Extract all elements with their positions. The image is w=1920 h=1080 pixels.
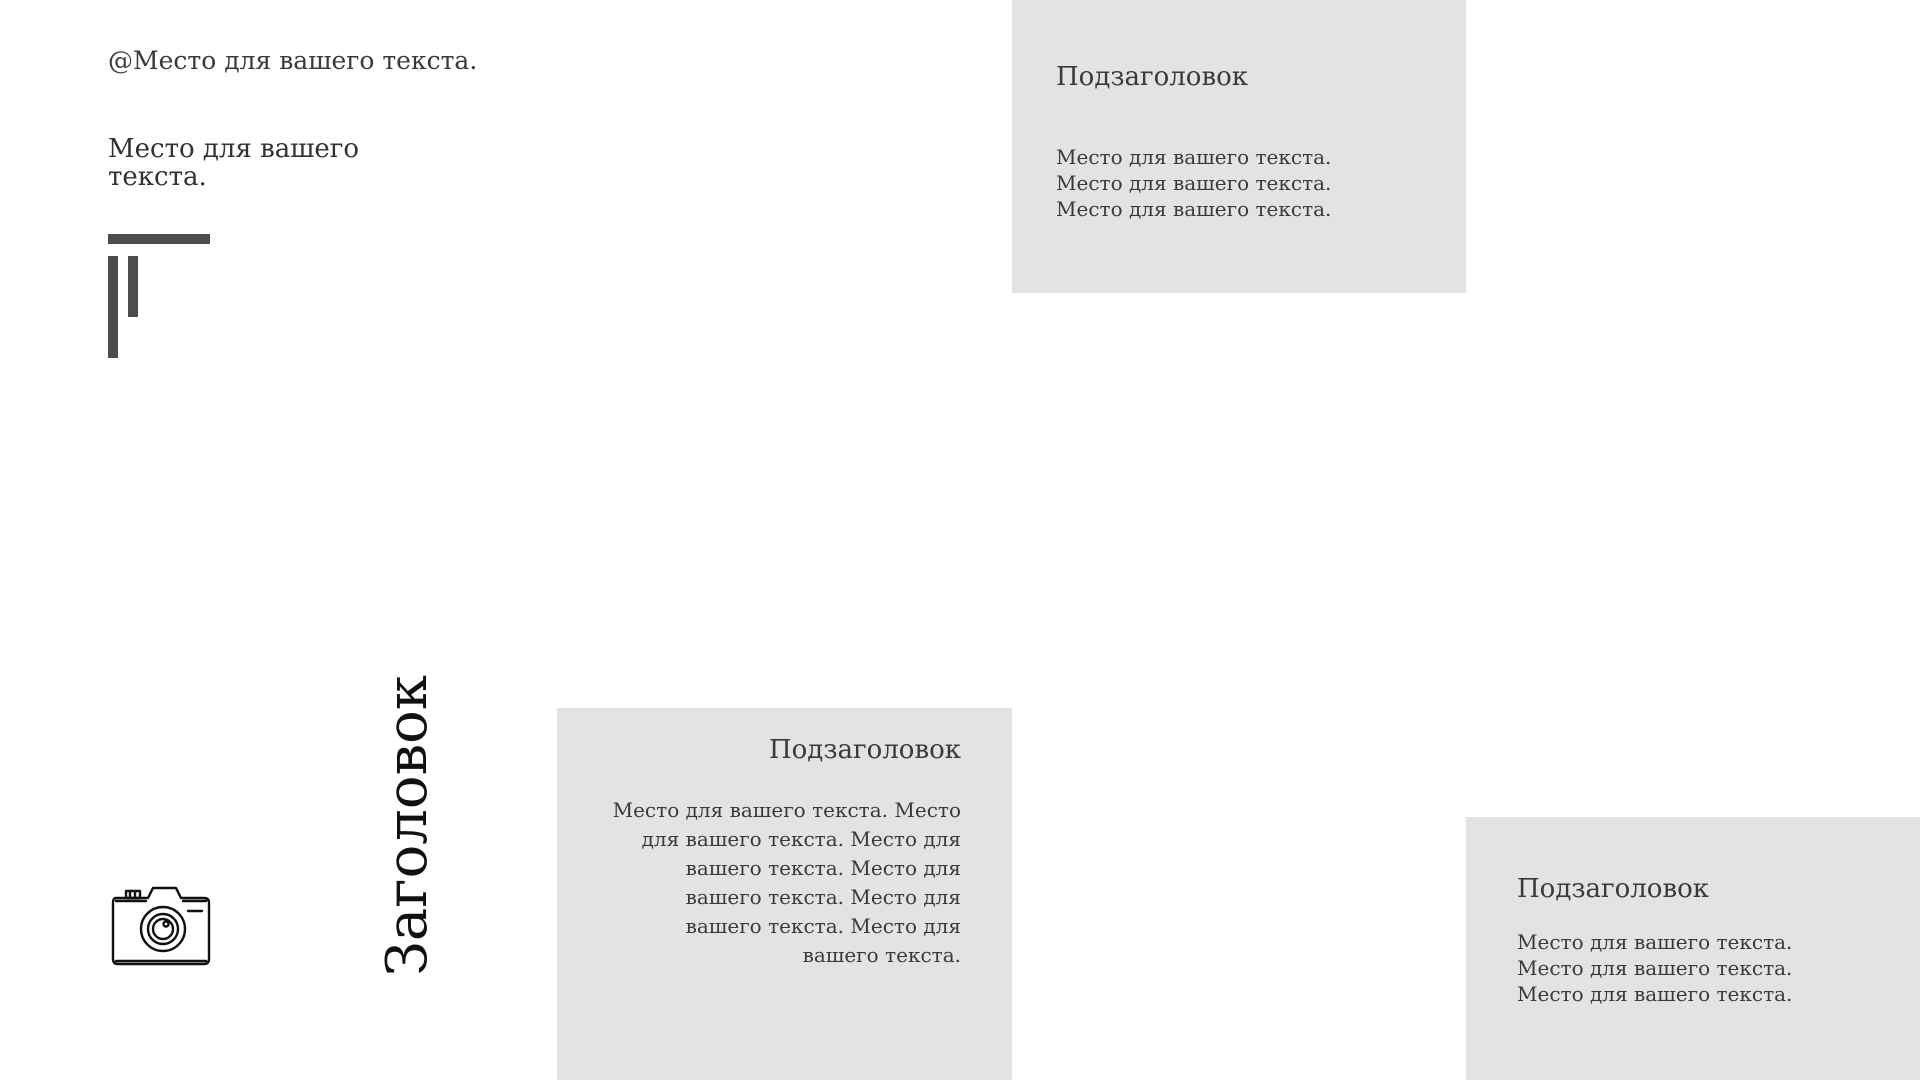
card-middle-subtitle: Подзаголовок [768, 735, 961, 765]
card-bottom-right-subtitle: Подзаголовок [1517, 874, 1710, 904]
card-middle-text: Место для вашего текста. Место для вашего текста. Место для вашего текста. Место для вашего текста. Место для вашего текста. Место для вашего текста. [612, 798, 961, 967]
card-top-subtitle: Подзаголовок [1056, 62, 1249, 92]
card-top [1012, 0, 1466, 293]
card-bottom-right [1466, 817, 1920, 1080]
decor-bar-vertical-short [128, 256, 138, 317]
card-top-text: Место для вашего текста. Место для вашего текста. Место для вашего текста. [1056, 145, 1332, 221]
card-middle [557, 708, 1012, 1080]
decor-bar-horizontal [108, 234, 210, 244]
page-title: Заголовок [375, 675, 440, 976]
card-bottom-right-text: Место для вашего текста. Место для вашего текста. Место для вашего текста. [1517, 930, 1793, 1006]
decor-bar-vertical-long [108, 256, 118, 358]
camera-icon [110, 882, 212, 972]
intro-text: Место для вашего текста. [108, 134, 360, 192]
handle-text: @Место для вашего текста. [108, 46, 478, 75]
